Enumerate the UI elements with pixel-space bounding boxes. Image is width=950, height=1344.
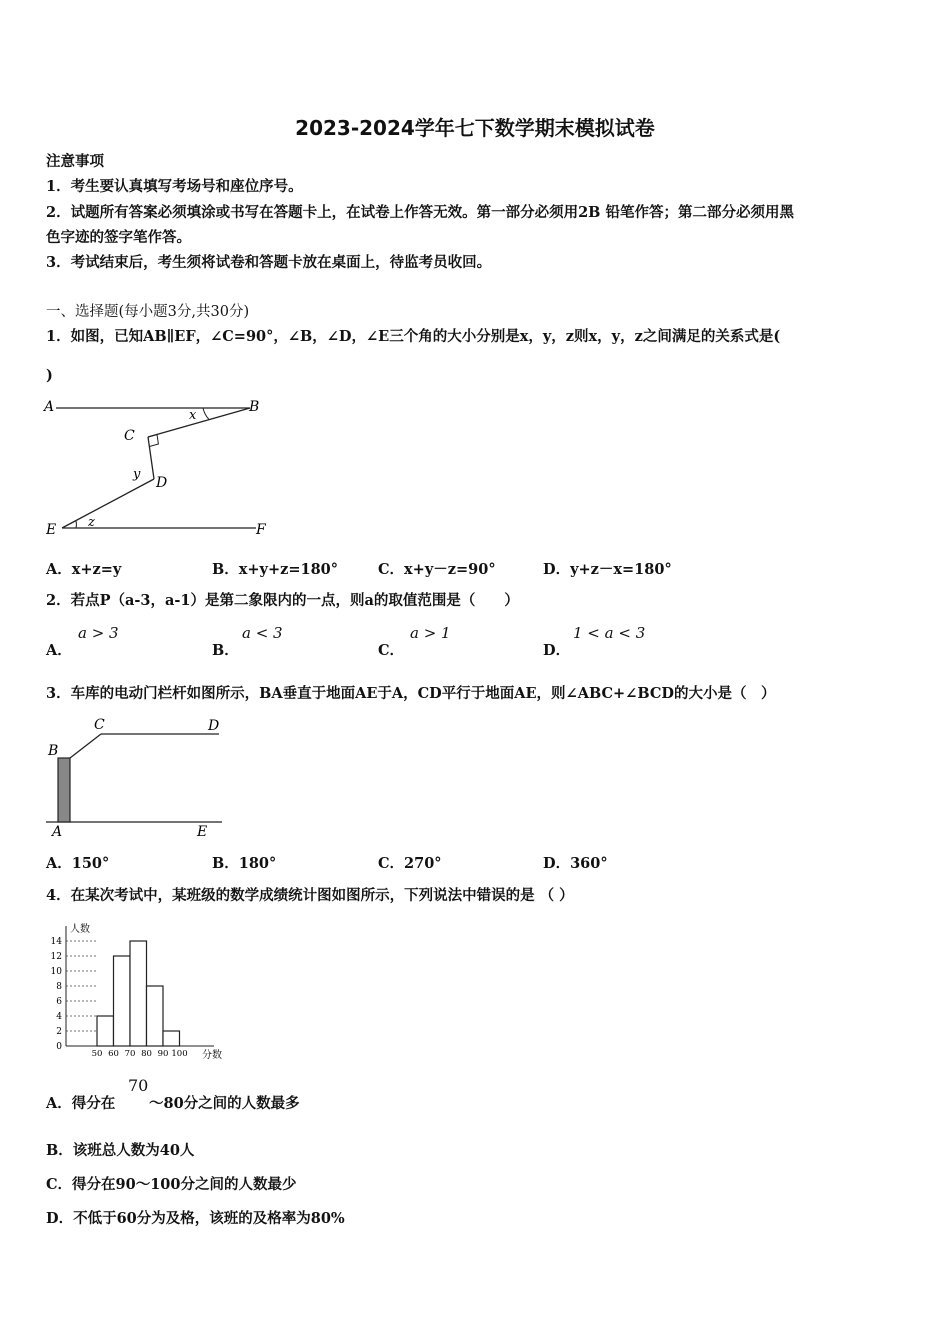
q1-option-d: D．y+z－x=180° <box>543 561 672 578</box>
q4-option-d: D．不低于60分为及格，该班的及格率为80% <box>46 1210 345 1227</box>
x-tick-label: 80 <box>141 1049 152 1059</box>
histogram-bar-80-90 <box>147 986 164 1046</box>
histogram-bar-50-60 <box>97 1016 114 1046</box>
y-tick-label: 8 <box>56 982 62 992</box>
q1-label-z: z <box>88 515 95 530</box>
q2-option-a-expr: a > 3 <box>78 624 119 642</box>
notice-item-2: 2．试题所有答案必须填涂或书写在答题卡上，在试卷上作答无效。第一部分必须用2B 铅笔作答；第二部分必须用黑 <box>46 204 794 221</box>
q2-option-c-letter: C． <box>378 642 405 659</box>
y-axis-label: 人数 <box>70 924 90 935</box>
x-tick-label: 100 <box>171 1049 188 1059</box>
q4-option-a-suffix: ～80分之间的人数最多 <box>149 1095 300 1112</box>
q2-option-a-letter: A． <box>46 642 72 659</box>
q1-stem: 1．如图，已知AB∥EF，∠C=90°，∠B，∠D，∠E三个角的大小分别是x，y，z则x，y，z之间满足的关系式是( <box>46 328 781 345</box>
q2-stem: 2．若点P（a-3，a-1）是第二象限内的一点，则a的取值范围是（ ） <box>46 592 519 609</box>
y-tick-label: 0 <box>56 1042 62 1052</box>
q3-label-A: A <box>52 824 63 840</box>
x-tick-label: 50 <box>91 1049 103 1059</box>
histogram-bar-60-70 <box>114 956 131 1046</box>
q1-option-a: A．x+z=y <box>46 561 122 578</box>
q4-stem: 4．在某次考试中，某班级的数学成绩统计图如图所示，下列说法中错误的是 （ ） <box>46 887 574 904</box>
y-tick-label: 6 <box>56 997 62 1007</box>
page-title: 2023-2024学年七下数学期末模拟试卷 <box>295 116 655 140</box>
q1-label-A: A <box>44 399 55 415</box>
q2-option-d-letter: D． <box>543 642 571 659</box>
q1-label-D: D <box>156 475 168 491</box>
q3-stem: 3．车库的电动门栏杆如图所示，BA垂直于地面AE于A，CD平行于地面AE，则∠ABC+∠BCD的大小是（ ） <box>46 685 776 702</box>
q1-label-x: x <box>189 408 197 423</box>
y-tick-label: 10 <box>50 967 62 977</box>
q3-option-d: D．360° <box>543 855 608 872</box>
notice-item-2-cont: 色字迹的签字笔作答。 <box>46 229 191 246</box>
x-axis-label: 分数 <box>202 1050 222 1061</box>
notice-item-1: 1．考生要认真填写考场号和座位序号。 <box>46 178 303 195</box>
section-heading: 一、选择题(每小题3分,共30分) <box>46 304 250 320</box>
q3-label-E: E <box>197 824 208 840</box>
q3-label-C: C <box>94 717 105 733</box>
q2-option-b-expr: a < 3 <box>242 624 283 642</box>
y-tick-label: 2 <box>56 1027 62 1037</box>
q3-label-B: B <box>48 743 59 759</box>
y-tick-label: 4 <box>56 1012 62 1022</box>
q4-option-c: C．得分在90～100分之间的人数最少 <box>46 1176 297 1193</box>
q1-label-F: F <box>256 522 266 538</box>
q4-histogram <box>40 918 240 1066</box>
q4-option-a-number: 70 <box>128 1076 149 1095</box>
y-tick-label: 14 <box>50 937 62 947</box>
q3-option-a: A．150° <box>46 855 110 872</box>
x-tick-label: 60 <box>108 1049 119 1059</box>
q2-option-c-expr: a > 1 <box>410 624 451 642</box>
y-tick-label: 12 <box>50 952 62 962</box>
q4-option-a-prefix: A．得分在 <box>46 1095 116 1112</box>
x-tick-label: 90 <box>157 1049 169 1059</box>
q1-label-y: y <box>133 467 141 482</box>
q2-option-b-letter: B． <box>212 642 239 659</box>
q1-label-E: E <box>46 522 57 538</box>
q4-option-b: B．该班总人数为40人 <box>46 1142 195 1159</box>
q1-stem-close: ) <box>46 367 53 384</box>
q3-option-c: C．270° <box>378 855 442 872</box>
notice-item-3: 3．考试结束后，考生须将试卷和答题卡放在桌面上，待监考员收回。 <box>46 254 492 271</box>
q1-label-C: C <box>124 428 135 444</box>
q3-label-D: D <box>208 718 220 734</box>
q3-figure <box>40 712 230 842</box>
histogram-bar-90-100 <box>163 1031 180 1046</box>
notice-heading: 注意事项 <box>46 153 104 170</box>
q1-figure <box>40 392 280 542</box>
q2-option-d-expr: 1 < a < 3 <box>573 624 646 642</box>
q1-option-c: C．x+y－z=90° <box>378 561 496 578</box>
x-tick-label: 70 <box>124 1049 136 1059</box>
histogram-bar-70-80 <box>130 941 147 1046</box>
q3-option-b: B．180° <box>212 855 277 872</box>
q1-label-B: B <box>249 399 260 415</box>
q1-option-b: B．x+y+z=180° <box>212 561 339 578</box>
